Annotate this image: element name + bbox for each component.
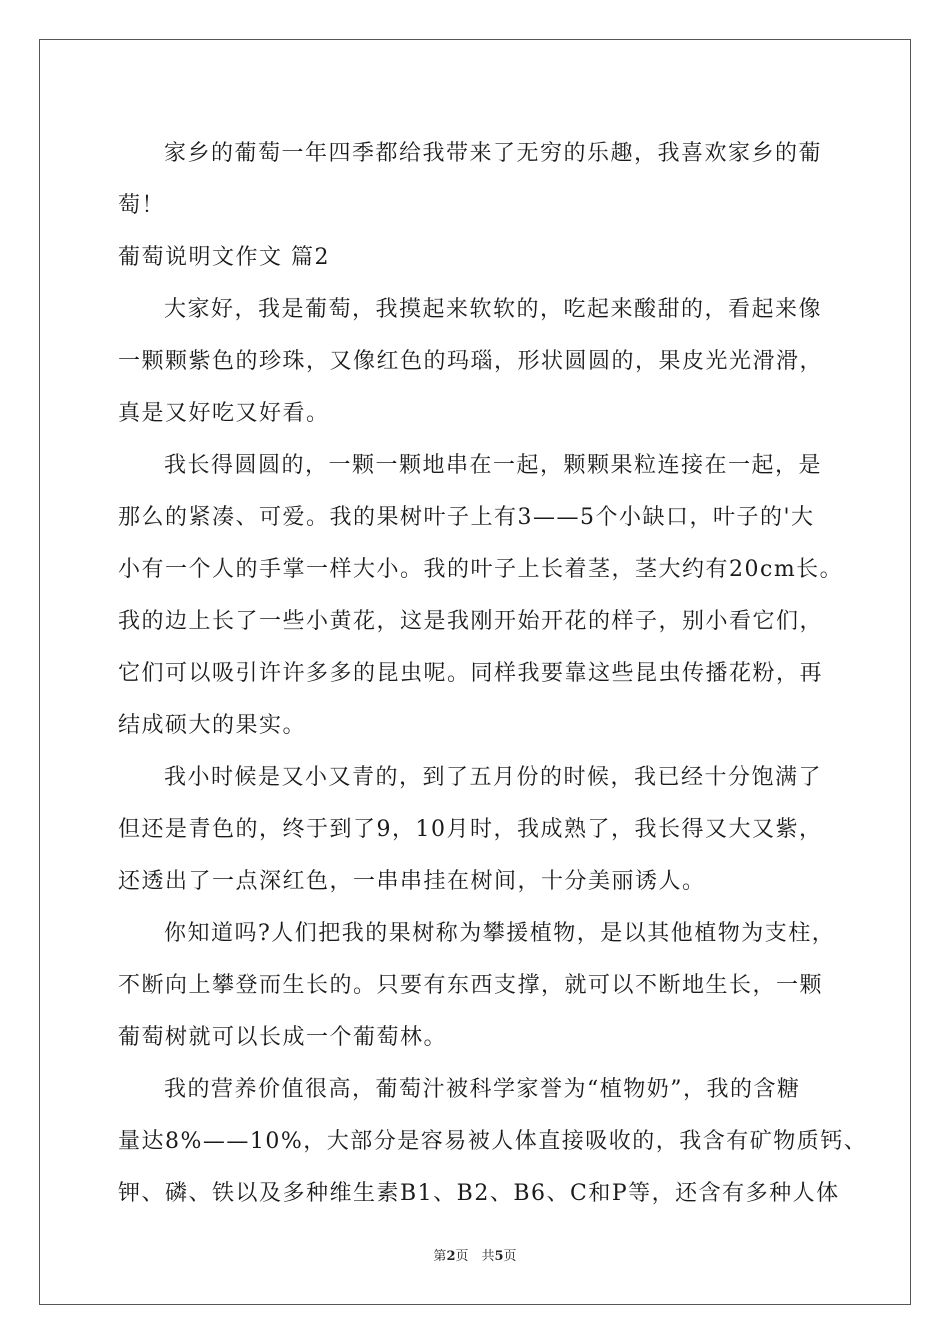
text-line: 萄！ [118,193,166,218]
total-pages-number: 5 [494,1249,504,1264]
text-line: 大家好，我是葡萄，我摸起来软软的，吃起来酸甜的，看起来像 [164,297,823,322]
text-line: 但还是青色的，终于到了9，10月时，我成熟了，我长得又大又紫， [118,817,823,842]
text-line: 我的营养价值很高，葡萄汁被科学家誉为“植物奶”，我的含糖 [164,1077,801,1102]
text-line: 我的边上长了一些小黄花，这是我刚开始开花的样子，别小看它们， [118,609,824,634]
text-line: 钾、磷、铁以及多种维生素B1、B2、B6、C和P等，还含有多种人体 [118,1181,840,1206]
text-line: 那么的紧凑、可爱。我的果树叶子上有3——5个小缺口，叶子的'大 [118,505,815,530]
text-line: 它们可以吸引许许多多的昆虫呢。同样我要靠这些昆虫传播花粉，再 [118,661,824,686]
text-line: 小有一个人的手掌一样大小。我的叶子上长着茎，茎大约有20cm长。 [118,557,844,582]
text-line: 结成硕大的果实。 [118,713,307,738]
document-body [118,128,868,1220]
page-prefix: 第 [433,1249,447,1264]
page-footer [0,1245,950,1264]
current-page-number: 2 [446,1249,456,1264]
page-suffix: 页 [503,1249,517,1264]
text-line: 我小时候是又小又青的，到了五月份的时候，我已经十分饱满了 [164,765,823,790]
text-line: 我长得圆圆的，一颗一颗地串在一起，颗颗果粒连接在一起，是 [164,453,823,478]
text-line: 家乡的葡萄一年四季都给我带来了无穷的乐趣，我喜欢家乡的葡 [164,141,823,166]
page-mid: 页 共 [455,1249,495,1264]
text-line: 量达8%——10%，大部分是容易被人体直接吸收的，我含有矿物质钙、 [118,1129,868,1154]
text-line: 葡萄树就可以长成一个葡萄林。 [118,1025,448,1050]
text-line: 真是又好吃又好看。 [118,401,330,426]
text-line: 不断向上攀登而生长的。只要有东西支撑，就可以不断地生长，一颗 [118,973,824,998]
text-line: 还透出了一点深红色，一串串挂在树间，十分美丽诱人。 [118,869,706,894]
text-line: 一颗颗紫色的珍珠，又像红色的玛瑙，形状圆圆的，果皮光光滑滑， [118,349,824,374]
text-line: 葡萄说明文作文 篇2 [118,245,330,270]
text-line: 你知道吗?人们把我的果树称为攀援植物，是以其他植物为支柱， [164,921,836,946]
